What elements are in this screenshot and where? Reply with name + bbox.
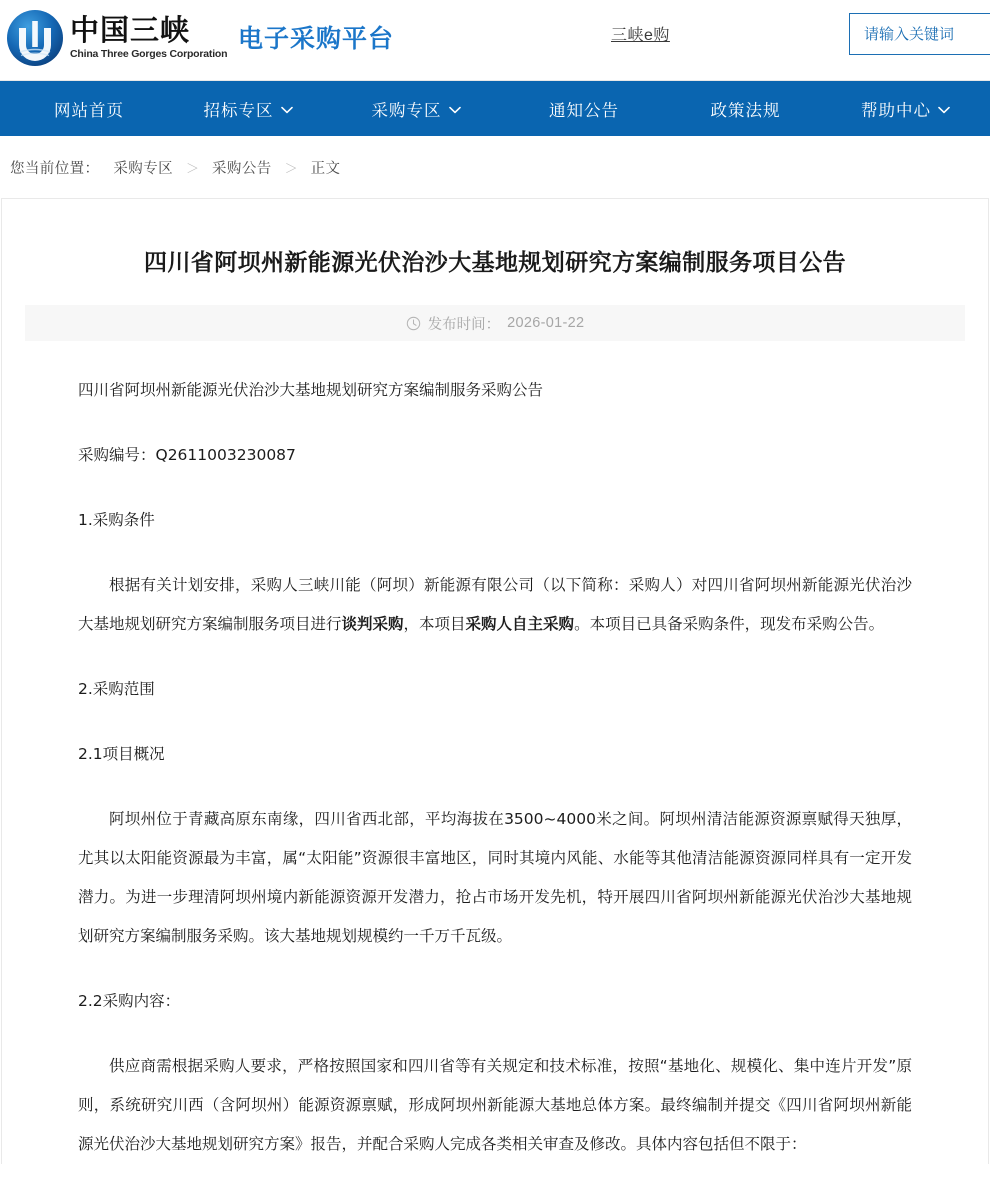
body-text: 阿坝州位于青藏高原东南缘，四川省西北部，平均海拔在3500~4000米之间。阿坝州清洁能源资源禀赋得天独厚，尤其以太阳能资源最为丰富，属“太阳能”资源很丰富地区，同时其境内风能、水能等其他清洁能源资源同样具有一定开发潜力。为进一步理清阿坝州境内新能源资源开发潜力，抢占市场开发先机，特开展四川省阿坝州新能源光伏治沙大基地规划研究方案编制服务采购。该大基地规划规模约一千万千瓦级。 — [78, 810, 912, 946]
body-text: 2.1项目概况 — [78, 745, 165, 764]
breadcrumb-item-procurement-zone[interactable]: 采购专区 — [113, 160, 174, 177]
chevron-down-icon — [938, 106, 950, 114]
nav-item-home[interactable] — [14, 97, 164, 121]
brand-name-cn: 中国三峡 — [70, 13, 191, 48]
p-conditions — [78, 566, 912, 644]
page-title: 四川省阿坝州新能源光伏治沙大基地规划研究方案编制服务项目公告 — [144, 250, 846, 276]
three-gorges-logo-icon — [6, 9, 64, 67]
nav-item-policies[interactable] — [668, 97, 823, 121]
nav-item-label: 网站首页 — [54, 101, 124, 120]
nav-item-label: 采购专区 — [371, 101, 442, 120]
chevron-down-icon — [281, 106, 293, 114]
body-text: 根据有关计划安排，采购人三峡川能（阿坝）新能源有限公司（以下简称：采购人）对四川省阿坝州新能源光伏治沙大基地规划研究方案编制服务项目进行 — [78, 576, 912, 634]
chevron-down-icon — [449, 106, 461, 114]
p-subtitle — [78, 371, 912, 410]
body-text: 2.采购范围 — [78, 680, 155, 699]
p-procurement-no — [78, 436, 912, 475]
p-heading-2-2 — [78, 982, 912, 1021]
emphasis-text: 谈判采购 — [341, 615, 404, 634]
p-content — [78, 1047, 912, 1164]
body-text: 2.2采购内容： — [78, 992, 181, 1011]
breadcrumb-item-current: 正文 — [310, 160, 341, 177]
nav-item-label: 招标专区 — [203, 101, 274, 120]
p-heading-2 — [78, 670, 912, 709]
body-text: ，本项目 — [403, 615, 466, 634]
nav-item-procurement-zone[interactable] — [332, 97, 500, 121]
body-text: 采购编号：Q2611003230087 — [78, 446, 296, 465]
body-text: 四川省阿坝州新能源光伏治沙大基地规划研究方案编制服务采购公告 — [78, 381, 544, 400]
emphasis-text: 采购人自主采购 — [465, 615, 575, 634]
publish-meta-bar — [25, 305, 965, 341]
body-text: 。本项目已具备采购条件，现发布采购公告。 — [574, 615, 885, 634]
brand-logo[interactable] — [6, 7, 227, 69]
search-input[interactable] — [850, 14, 990, 54]
publish-time-label: 发布时间： — [427, 316, 501, 333]
clock-icon — [406, 316, 421, 331]
header-link-sanxia-egou[interactable]: 三峡e购 — [611, 27, 670, 44]
breadcrumb — [0, 136, 990, 198]
breadcrumb-label: 您当前位置： — [10, 160, 100, 177]
main-navigation — [0, 81, 990, 136]
article-card — [1, 198, 989, 1164]
breadcrumb-item-procurement-notice[interactable]: 采购公告 — [212, 160, 272, 177]
body-text: 1.采购条件 — [78, 511, 155, 530]
nav-item-label: 政策法规 — [710, 101, 781, 120]
site-header — [0, 0, 990, 81]
nav-item-help-center[interactable] — [823, 97, 988, 121]
search-box[interactable] — [849, 13, 990, 55]
breadcrumb-separator: ＞ — [186, 160, 200, 176]
article-body — [25, 341, 965, 1164]
p-overview — [78, 800, 912, 956]
breadcrumb-separator: ＞ — [284, 160, 298, 176]
nav-item-label: 帮助中心 — [861, 101, 931, 120]
p-heading-2-1 — [78, 735, 912, 774]
nav-item-notices[interactable] — [500, 97, 668, 121]
nav-item-label: 通知公告 — [549, 101, 619, 120]
platform-name: 电子采购平台 — [238, 24, 395, 53]
nav-item-bidding-zone[interactable] — [164, 97, 332, 121]
brand-name-en: China Three Gorges Corporation — [70, 47, 228, 60]
publish-date: 2026-01-22 — [507, 315, 585, 332]
body-text: 供应商需根据采购人要求，严格按照国家和四川省等有关规定和技术标准，按照“基地化、规模化、集中连片开发”原则，系统研究川西（含阿坝州）能源资源禀赋，形成阿坝州新能源大基地总体方案。最终编制并提交《四川省阿坝州新能源光伏治沙大基地规划研究方案》报告，并配合采购人完成各类相关审查及修改。具体内容包括但不限于： — [78, 1057, 912, 1154]
p-heading-1 — [78, 501, 912, 540]
